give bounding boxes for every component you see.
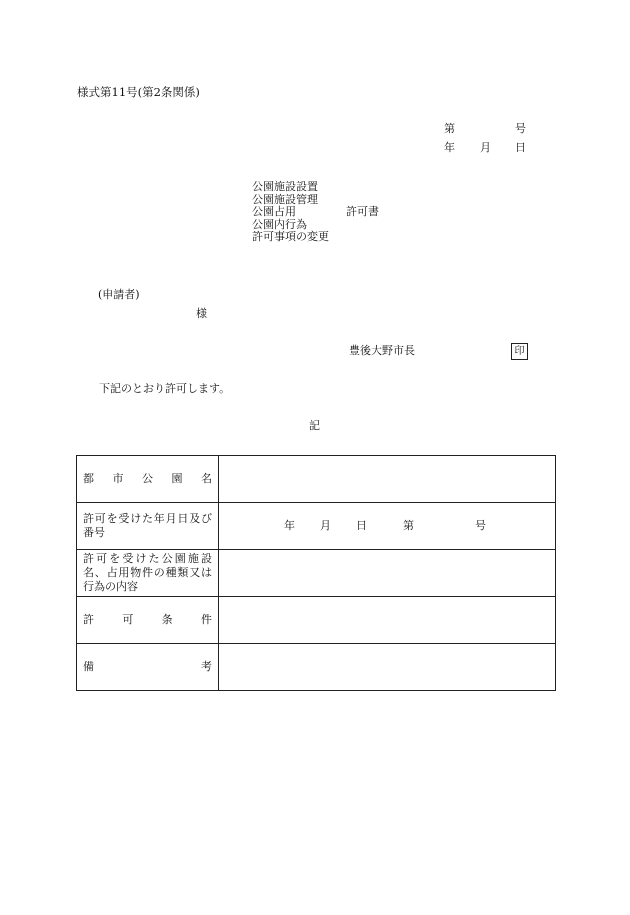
- title-suffix: 許可書: [346, 205, 379, 218]
- label-char: 備: [83, 659, 94, 673]
- day-marker: 日: [356, 519, 367, 532]
- record-heading: 記: [309, 419, 320, 432]
- year-marker: 年: [284, 519, 295, 532]
- seal-mark: 印: [511, 343, 528, 360]
- label-char: 都: [83, 471, 94, 485]
- park-name-label: [77, 456, 219, 503]
- applicant-label: (申請者): [98, 288, 140, 301]
- label-char: 公: [142, 471, 153, 485]
- number-prefix: 第: [444, 122, 455, 135]
- body-text: 下記のとおり許可します。: [99, 382, 231, 395]
- date-year: 年: [444, 141, 455, 154]
- label-char: 市: [112, 471, 124, 485]
- number-suffix: 号: [515, 122, 526, 135]
- park-name-field[interactable]: [219, 456, 556, 503]
- table-row: [77, 503, 556, 550]
- number-suffix-marker: 号: [475, 519, 486, 532]
- title-option: 許可事項の変更: [252, 230, 329, 243]
- label-char: 条: [161, 612, 173, 626]
- label-char: 名: [201, 471, 212, 485]
- label-char: 可: [122, 612, 134, 626]
- label-char: 件: [200, 612, 212, 626]
- remarks-label: [77, 644, 219, 691]
- table-row: [77, 644, 556, 691]
- date-day: 日: [515, 141, 526, 154]
- title-option: 公園内行為: [252, 217, 307, 231]
- permit-date-number-label: 許可を受けた年月日及び番号: [77, 503, 219, 550]
- title-options: [252, 181, 329, 244]
- title-option: 公園施設設置: [252, 180, 318, 193]
- table-row: [77, 550, 556, 597]
- title-option: 公園施設管理: [252, 192, 318, 206]
- applicant-honorific: 様: [196, 307, 207, 320]
- remarks-field[interactable]: [219, 644, 556, 691]
- label-char: 考: [201, 659, 212, 673]
- facility-content-label: 許可を受けた公園施設名、占用物件の種類又は行為の内容: [77, 550, 219, 597]
- permit-details-table: [76, 455, 556, 691]
- month-marker: 月: [320, 519, 331, 532]
- date-month: 月: [480, 141, 491, 154]
- label-char: 許: [83, 612, 94, 626]
- permit-date-number-field[interactable]: [219, 503, 556, 550]
- permit-conditions-label: [77, 597, 219, 644]
- table-row: [77, 597, 556, 644]
- facility-content-field[interactable]: [219, 550, 556, 597]
- issuer-name: 豊後大野市長: [349, 344, 415, 357]
- table-row: [77, 456, 556, 503]
- number-prefix-marker: 第: [403, 519, 414, 532]
- form-number: 様式第11号(第2条関係): [77, 85, 200, 99]
- permit-conditions-field[interactable]: [219, 597, 556, 644]
- label-char: 園: [171, 471, 183, 485]
- title-option: 公園占用: [252, 205, 296, 218]
